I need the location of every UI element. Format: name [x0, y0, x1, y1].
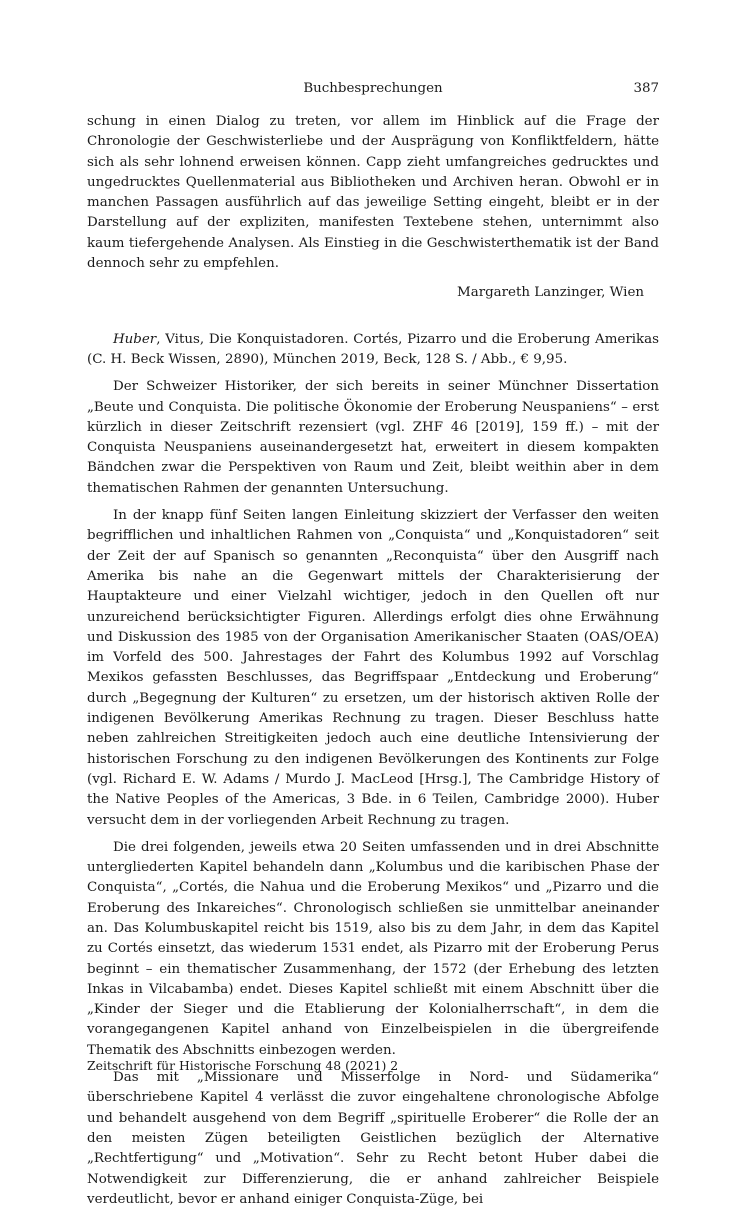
- review-paragraph-4: Das mit „Missionare und Misserfolge in Nord- und Südamerika“ überschriebene Kapitel 4 verlässt die zuvor eingehaltene chronologische Abfolge und behandelt ausgehend von dem Begriff „spirituelle Eroberer“ die Rolle der an den meisten Zügen beteiligten Geistlichen bezüglich der Alternative „Rechtfertigung“ und „Motivation“. Sehr zu Recht betont Huber dabei die Notwendigkeit zur Differenzierung, die er anhand zahlreicher Beispiele verdeutlicht, bevor er anhand einiger Conquista-Züge, bei: [87, 1070, 659, 1207]
- continuation-paragraph: schung in einen Dialog zu treten, vor allem im Hinblick auf die Frage der Chronologie der Geschwisterliebe und der Ausprägung von Konfliktfeldern, hätte sich als sehr lohnend erweisen können. Capp zieht umfangreiches gedrucktes und ungedrucktes Quellenmaterial aus Bibliotheken und Archiven heran. Obwohl er in manchen Passagen ausführlich auf das jeweilige Setting eingeht, bleibt er in der Darstellung auf der expliziten, manifesten Textebene stehen, unternimmt also kaum tiefergehende Analysen. Als Einstieg in die Geschwisterthematik ist der Band dennoch sehr zu empfehlen.: [87, 114, 659, 272]
- section-title: Buchbesprechungen: [303, 81, 443, 96]
- review-paragraph-2: In der knapp fünf Seiten langen Einleitung skizziert der Verfasser den weiten begrifflichen und inhaltlichen Rahmen von „Conquista“ und „Konquistadoren“ seit der Zeit der auf Spanisch so genannten „Reconquista“ über den Ausgriff nach Amerika bis nahe an die Gegenwart mittels der Charakterisierung der Hauptakteure und einer Vielzahl wichtiger, jedoch in den Quellen oft nur unzureichend berücksichtigter Figuren. Allerdings erfolgt dies ohne Erwähnung und Diskussion des 1985 von der Organisation Amerikanischer Staaten (OAS/OEA) im Vorfeld des 500. Jahrestages der Fahrt des Kolumbus 1992 auf Vorschlag Mexikos gefassten Beschlusses, das Begriffspaar „Entdeckung und Eroberung“ durch „Begegnung der Kulturen“ zu ersetzen, um der historisch aktiven Rolle der indigenen Bevölkerung Amerikas Rechnung zu tragen. Dieser Beschluss hatte neben zahlreichen Streitigkeiten jedoch auch eine deutliche Intensivierung der historischen Forschung zu den indigenen Bevölkerungen des Kontinents zur Folge (vgl. Richard E. W. Adams / Murdo J. MacLeod [Hrsg.], The Cambridge History of the Native Peoples of the Americas, 3 Bde. in 6 Teilen, Cambridge 2000). Huber versucht dem in der vorliegenden Arbeit Rechnung zu tragen.: [87, 508, 659, 828]
- journal-footer: Zeitschrift für Historische Forschung 48 (2021) 2: [87, 1058, 399, 1073]
- review-paragraph-3: Die drei folgenden, jeweils etwa 20 Seiten umfassenden und in drei Abschnitte untergliederten Kapitel behandeln dann „Kolumbus und die karibischen Phase der Conquista“, „Cortés, die Nahua und die Eroberung Mexikos“ und „Pizarro und die Eroberung des Inkareiches“. Chronologisch schließen sie unmittelbar aneinander an. Das Kolumbuskapitel reicht bis 1519, also bis zu dem Jahr, in dem das Kapitel zu Cortés einsetzt, das wiederum 1531 endet, als Pizarro mit der Eroberung Perus beginnt – ein thematischer Zusammenhang, der 1572 (der Erhebung des letzten Inkas in Vilcabamba) endet. Dieses Kapitel schließt mit einem Abschnitt über die „Kinder der Sieger und die Etablierung der Kolonialherrschaft“, in dem die vorangegangenen Kapitel anhand von Einzelbeispielen in die übergreifende Thematik des Abschnitts einbezogen werden.: [87, 839, 659, 1058]
- review-citation: , Vitus, Die Konquistadoren. Cortés, Pizarro und die Eroberung Amerikas (C. H. Beck Wissen, 2890), München 2019, Beck, 128 S. / Abb., € 9,95.: [87, 331, 659, 367]
- review-paragraph-1: Der Schweizer Historiker, der sich bereits in seiner Münchner Dissertation „Beute und Conquista. Die politische Ökonomie der Eroberung Neuspaniens“ – erst kürzlich in dieser Zeitschrift rezensiert (vgl. ZHF 46 [2019], 159 ff.) – mit der Conquista Neuspaniens auseinandergesetzt hat, erweitert in diesem kompakten Bändchen zwar die Perspektiven von Raum und Zeit, bleibt weithin aber in dem thematischen Rahmen der genannten Untersuchung.: [87, 379, 659, 496]
- review-author: Huber: [113, 331, 157, 347]
- page-body: [87, 112, 659, 1210]
- page-number: 387: [633, 81, 659, 96]
- reviewer-signature: Margareth Lanzinger, Wien: [457, 285, 644, 301]
- running-header: [87, 81, 659, 101]
- review-reference: [87, 330, 659, 371]
